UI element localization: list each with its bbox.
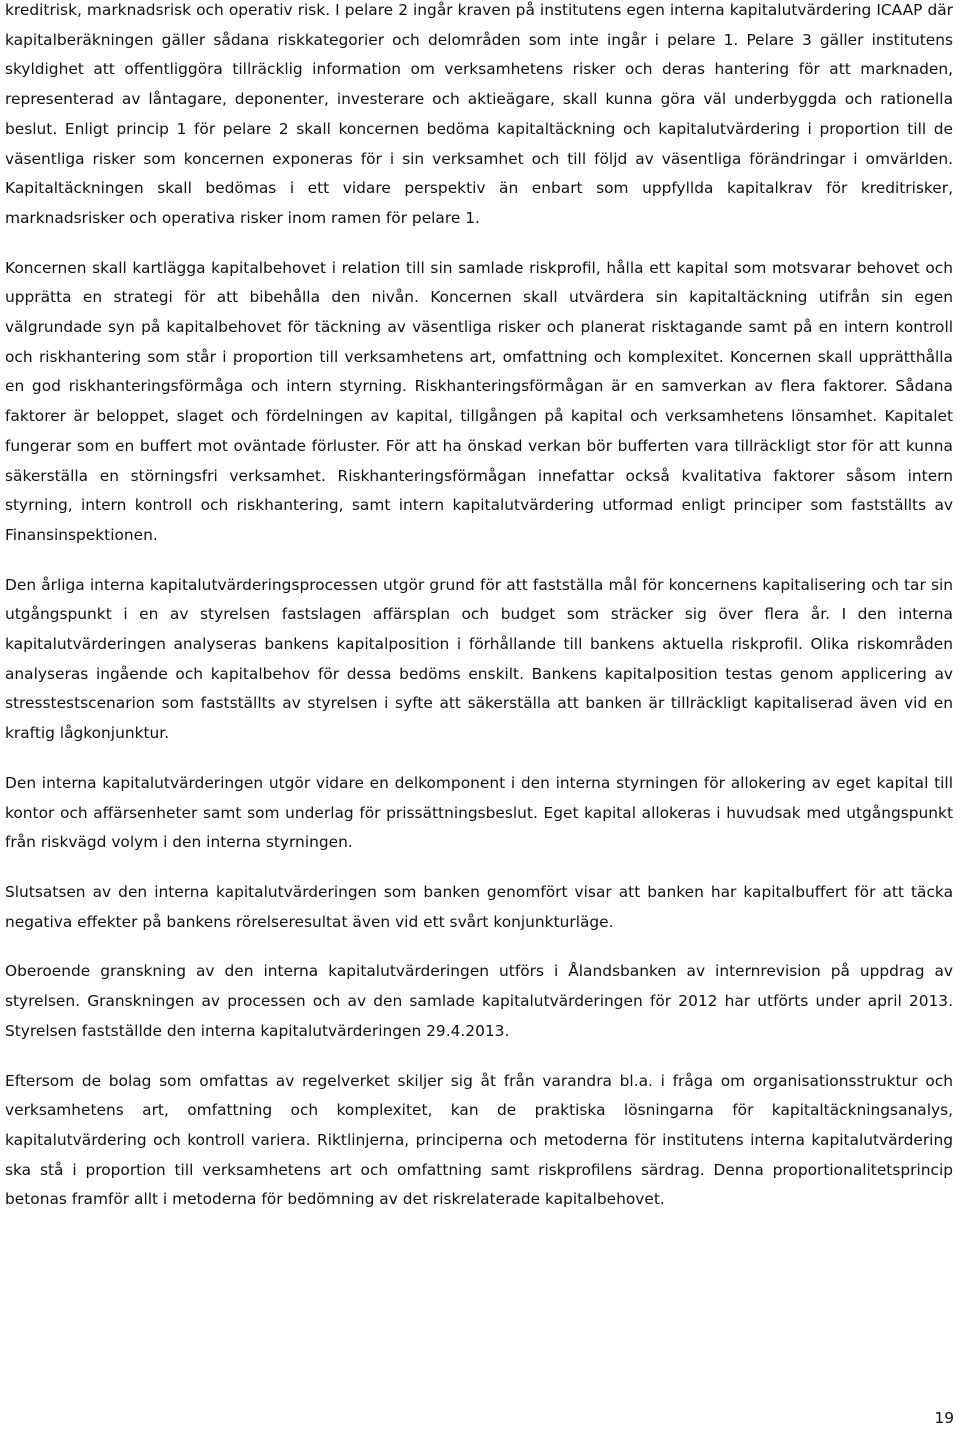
paragraph-annual-process: Den årliga interna kapitalutvärderingsprocessen utgör grund för att fastställa mål för koncernens kapitalisering och tar sin utgångspunkt i en av styrelsen fastslagen affärsplan och budget som sträcker sig över flera år. I den interna kapitalutvärderingen analyseras bankens kapitalposition i förhållande till bankens aktuella riskprofil. Olika riskområden analyseras ingående och kapitalbehov för dessa bedöms enskilt. Bankens kapitalposition testas genom applicering av stresstestscenarion som fastställts av styrelsen i syfte att säkerställa att banken är tillräckligt kapitaliserad även vid en kraftig lågkonjunktur. — [5, 575, 953, 743]
paragraph-conclusion: Slutsatsen av den interna kapitalutvärderingen som banken genomfört visar att banken har kapitalbuffert för att täcka negativa effekter på bankens rörelseresultat även vid ett svårt konjunkturläge. — [5, 882, 953, 931]
paragraph-capital-needs: Koncernen skall kartlägga kapitalbehovet i relation till sin samlade riskprofil, hålla ett kapital som motsvarar behovet och upprätta en strategi för att bibehålla den nivån. Koncernen skall utvärdera sin kapitaltäckning utifrån sin egen välgrundade syn på kapitalbehovet för täckning av väsentliga risker och planerat risktagande samt på en intern kontroll och riskhantering som står i proportion till verksamhetens art, omfattning och komplexitet. Koncernen skall upprätthålla en god riskhanteringsförmåga och intern styrning. Riskhanteringsförmågan är en samverkan av flera faktorer. Sådana faktorer är beloppet, slaget och fördelningen av kapital, tillgången på kapital och verksamhetens lönsamhet. Kapitalet fungerar som en buffert mot oväntade förluster. För att ha önskad verkan bör bufferten vara tillräckligt stor för att kunna säkerställa en störningsfri verksamhet. Riskhanteringsförmågan innefattar också kvalitativa faktorer såsom intern styrning, intern kontroll och riskhantering, samt intern kapitalutvärdering utformad enligt principer som fastställts av Finansinspektionen. — [5, 258, 953, 544]
paragraph-pillars: kreditrisk, marknadsrisk och operativ risk. I pelare 2 ingår kraven på institutens egen interna kapitalutvärdering ICAAP där kapitalberäkningen gäller sådana riskkategorier och delområden som inte ingår i pelare 1. Pelare 3 gäller institutens skyldighet att offentliggöra tillräcklig information om verksamhetens risker och deras hantering för att marknaden, representerad av låntagare, deponenter, investerare och aktieägare, skall kunna göra väl underbyggda och rationella beslut. Enligt princip 1 för pelare 2 skall koncernen bedöma kapitaltäckning och kapitalutvärdering i proportion till de väsentliga risker som koncernen exponeras för i sin verksamhet och till följd av väsentliga förändringar i omvärlden. Kapitaltäckningen skall bedömas i ett vidare perspektiv än enbart som uppfyllda kapitalkrav för kreditrisker, marknadsrisker och operativa risker inom ramen för pelare 1. — [5, 1, 953, 227]
document-page — [5, 0, 953, 1215]
paragraph-internal-steering: Den interna kapitalutvärderingen utgör vidare en delkomponent i den interna styrningen för allokering av eget kapital till kontor och affärsenheter samt som underlag för prissättningsbeslut. Eget kapital allokeras i huvudsak med utgångspunkt från riskvägd volym i den interna styrningen. — [5, 773, 953, 852]
paragraph-independent-review: Oberoende granskning av den interna kapitalutvärderingen utförs i Ålandsbanken av internrevision på uppdrag av styrelsen. Granskningen av processen och av den samlade kapitalutvärderingen för 2012 har utförts under april 2013. Styrelsen fastställde den interna kapitalutvärderingen 29.4.2013. — [5, 962, 953, 1040]
paragraph-proportionality: Eftersom de bolag som omfattas av regelverket skiljer sig åt från varandra bl.a. i fråga om organisationsstruktur och verksamhetens art, omfattning och komplexitet, kan de praktiska lösningarna för kapitaltäckningsanalys, kapitalutvärdering och kontroll variera. Riktlinjerna, principerna och metoderna för institutens interna kapitalutvärdering ska stå i proportion till verksamhetens art och omfattning samt riskprofilens särdrag. Denna proportionalitetsprincip betonas framför allt i metoderna för bedömning av det riskrelaterade kapitalbehovet. — [5, 1071, 953, 1209]
page-number: 19 — [934, 1409, 954, 1427]
